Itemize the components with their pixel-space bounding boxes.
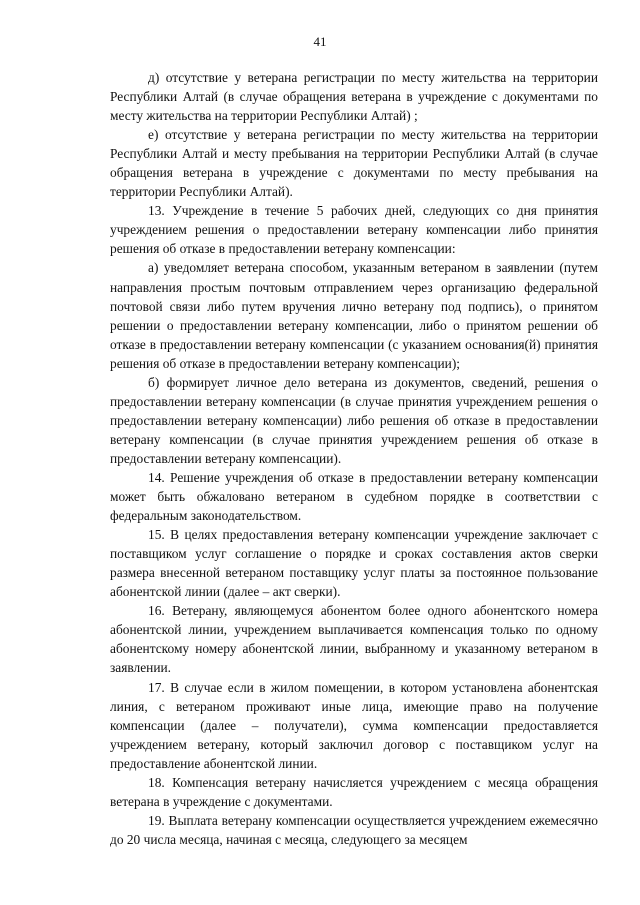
document-body xyxy=(110,68,598,849)
paragraph-item-b: б) формирует личное дело ветерана из документов, сведений, решения о предоставлении ветерану компенсации (в случае принятия учреждением решения о предоставлении ветерану компенсации) либо решения об отказе в предоставлении ветерану компенсации (в случае принятия учреждением решения об отказе в предоставлении ветерану компенсации). xyxy=(110,374,598,466)
paragraph-clause-13: 13. Учреждение в течение 5 рабочих дней, следующих со дня принятия учреждением решения о предоставлении ветерану компенсации либо принятия решения об отказе в предоставлении ветерану компенсации: xyxy=(110,203,598,257)
page-number: 41 xyxy=(313,34,327,49)
paragraph-clause-18: 18. Компенсация ветерану начисляется учреждением с месяца обращения ветерана в учреждение с документами. xyxy=(110,774,598,809)
paragraph-item-e: е) отсутствие у ветерана регистрации по месту жительства на территории Республики Алтай и месту пребывания на территории Республики Алтай (в случае обращения ветерана в учреждение с документами по месту пребывания на территории Республики Алтай). xyxy=(110,127,598,200)
paragraph-clause-16: 16. Ветерану, являющемуся абонентом более одного абонентского номера абонентской линии, учреждением выплачивается компенсация только по одному абонентскому номеру абонентской линии, выбранному и указанному ветераном в заявлении. xyxy=(110,603,598,676)
paragraph-clause-19: 19. Выплата ветерану компенсации осуществляется учреждением ежемесячно до 20 числа месяца, начиная с месяца, следующего за месяцем xyxy=(110,812,598,847)
paragraph-item-d: д) отсутствие у ветерана регистрации по месту жительства на территории Республики Алтай (в случае обращения ветерана в учреждение с документами по месту жительства на территории Республики Алтай) ; xyxy=(110,70,598,124)
paragraph-clause-14: 14. Решение учреждения об отказе в предоставлении ветерану компенсации может быть обжаловано ветераном в судебном порядке в соответствии с федеральным законодательством. xyxy=(110,469,598,524)
paragraph-item-a: а) уведомляет ветерана способом, указанным ветераном в заявлении (путем направления простым почтовым отправлением через организацию федеральной почтовой связи либо путем вручения лично ветерану под подпись), о принятом решении о предоставлении ветерану компенсации, либо о принятом решении об отказе в предоставлении ветерану компенсации (с указанием основания(й) принятия решения об отказе в предоставлении ветерану компенсации); xyxy=(110,260,598,371)
paragraph-clause-15: 15. В целях предоставления ветерану компенсации учреждение заключает с поставщиком услуг соглашение о порядке и сроках составления актов сверки размера внесенной ветераном поставщику услуг платы за постоянное пользование абонентской линии (далее – акт сверки). xyxy=(110,527,598,600)
paragraph-clause-17: 17. В случае если в жилом помещении, в котором установлена абонентская линия, с ветераном проживают иные лица, имеющие право на получение компенсации (далее – получатели), сумма компенсации предоставляется учреждением ветерану, который заключил договор с поставщиком услуг на предоставление абонентской линии. xyxy=(110,679,598,771)
